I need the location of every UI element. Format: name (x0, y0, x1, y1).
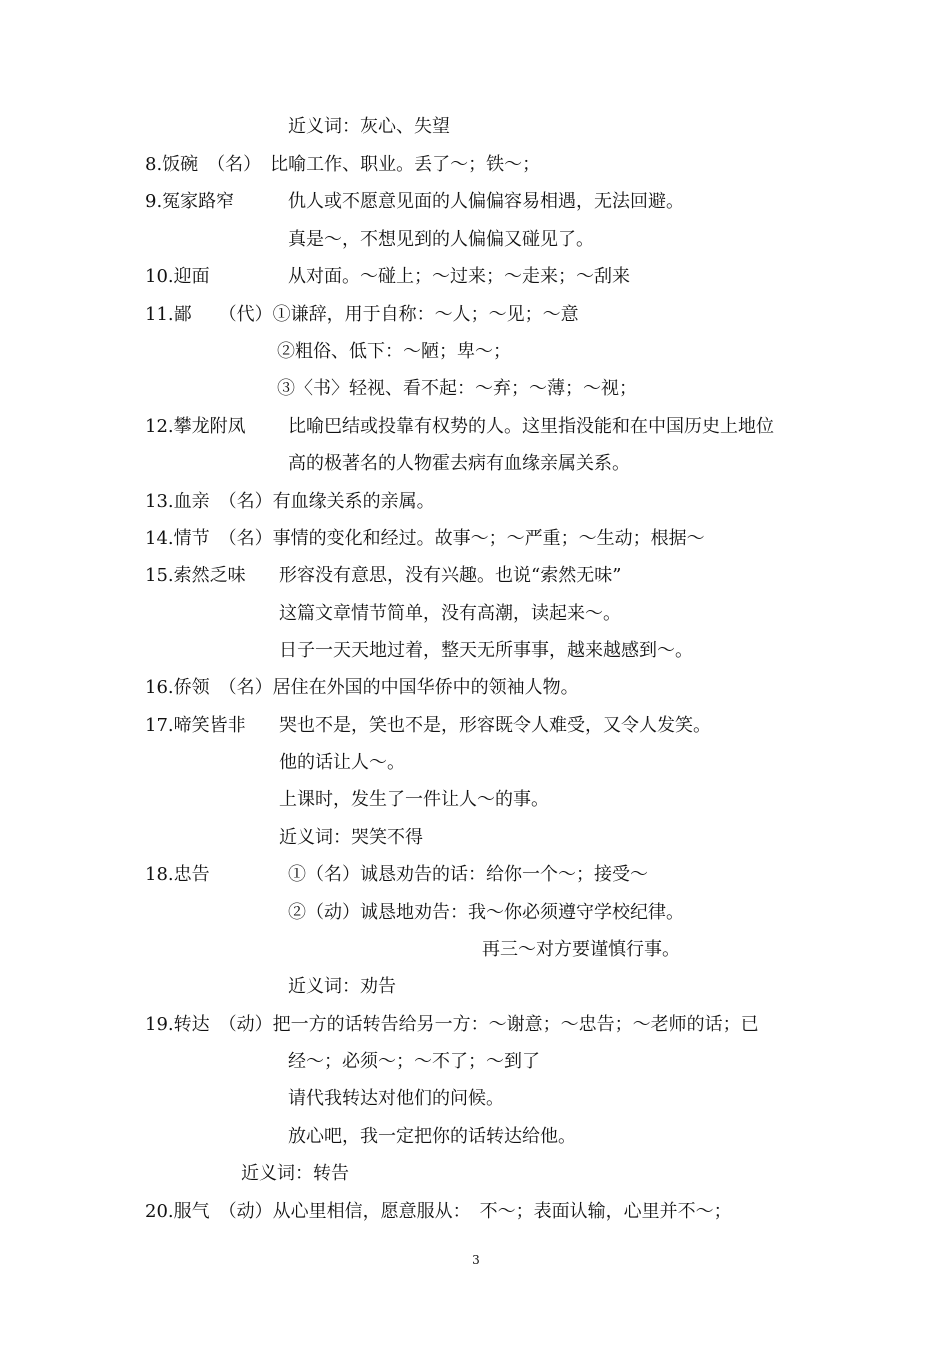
text-line: ①（名）诚恳劝告的话：给你一个～；接受～ (288, 864, 648, 885)
text-line: 8.饭碗 （名） 比喻工作、职业。丢了～；铁～； (145, 154, 541, 175)
text-line: 哭也不是，笑也不是，形容既令人难受，又令人发笑。 (279, 715, 711, 736)
text-line: 18.忠告 (145, 864, 210, 885)
text-line: 13.血亲 （名）有血缘关系的亲属。 (145, 491, 435, 512)
text-line: ②粗俗、低下：～陋；卑～； (277, 341, 511, 362)
text-line: 近义词：灰心、失望 (288, 116, 450, 137)
text-line: 经～；必须～；～不了；～到了 (288, 1051, 540, 1072)
text-line: 高的极著名的人物霍去病有血缘亲属关系。 (288, 453, 630, 474)
text-line: 近义词：哭笑不得 (279, 827, 423, 848)
text-line: 形容没有意思，没有兴趣。也说“索然无味” (279, 565, 622, 586)
text-line: ②（动）诚恳地劝告：我～你必须遵守学校纪律。 (288, 902, 684, 923)
text-line: 再三～对方要谨慎行事。 (482, 939, 680, 960)
text-line: 10.迎面 (145, 266, 210, 287)
text-line: 这篇文章情节简单，没有高潮，读起来～。 (279, 603, 621, 624)
text-line: 从对面。～碰上；～过来；～走来；～刮来 (288, 266, 630, 287)
text-line: 19.转达 （动）把一方的话转告给另一方：～谢意；～忠告；～老师的话；已 (145, 1014, 759, 1035)
text-line: 12.攀龙附凤 (145, 416, 246, 437)
text-line: 17.啼笑皆非 (145, 715, 246, 736)
text-line: 9.冤家路窄 (145, 191, 235, 212)
page-number: 3 (472, 1253, 480, 1267)
text-line: ③〈书〉轻视、看不起：～弃；～薄；～视； (277, 378, 637, 399)
text-line: 放心吧，我一定把你的话转达给他。 (288, 1126, 576, 1147)
text-line: 14.情节 （名）事情的变化和经过。故事～；～严重；～生动；根据～ (145, 528, 705, 549)
text-line: 日子一天天地过着，整天无所事事，越来越感到～。 (279, 640, 693, 661)
text-line: 真是～，不想见到的人偏偏又碰见了。 (288, 229, 594, 250)
text-line: 请代我转达对他们的问候。 (288, 1088, 504, 1109)
text-line: 他的话让人～。 (279, 752, 405, 773)
text-line: 15.索然乏味 (145, 565, 246, 586)
text-line: 11.鄙 （代）①谦辞，用于自称：～人；～见；～意 (145, 304, 579, 325)
text-line: 仇人或不愿意见面的人偏偏容易相遇，无法回避。 (288, 191, 684, 212)
text-line: 近义词：转告 (241, 1163, 349, 1184)
text-line: 16.侨领 （名）居住在外国的中国华侨中的领袖人物。 (145, 677, 579, 698)
text-line: 上课时，发生了一件让人～的事。 (279, 789, 549, 810)
text-line: 比喻巴结或投靠有权势的人。这里指没能和在中国历史上地位 (288, 416, 774, 437)
text-line: 20.服气 （动）从心里相信，愿意服从： 不～；表面认输，心里并不～； (145, 1201, 732, 1222)
text-line: 近义词：劝告 (288, 976, 396, 997)
